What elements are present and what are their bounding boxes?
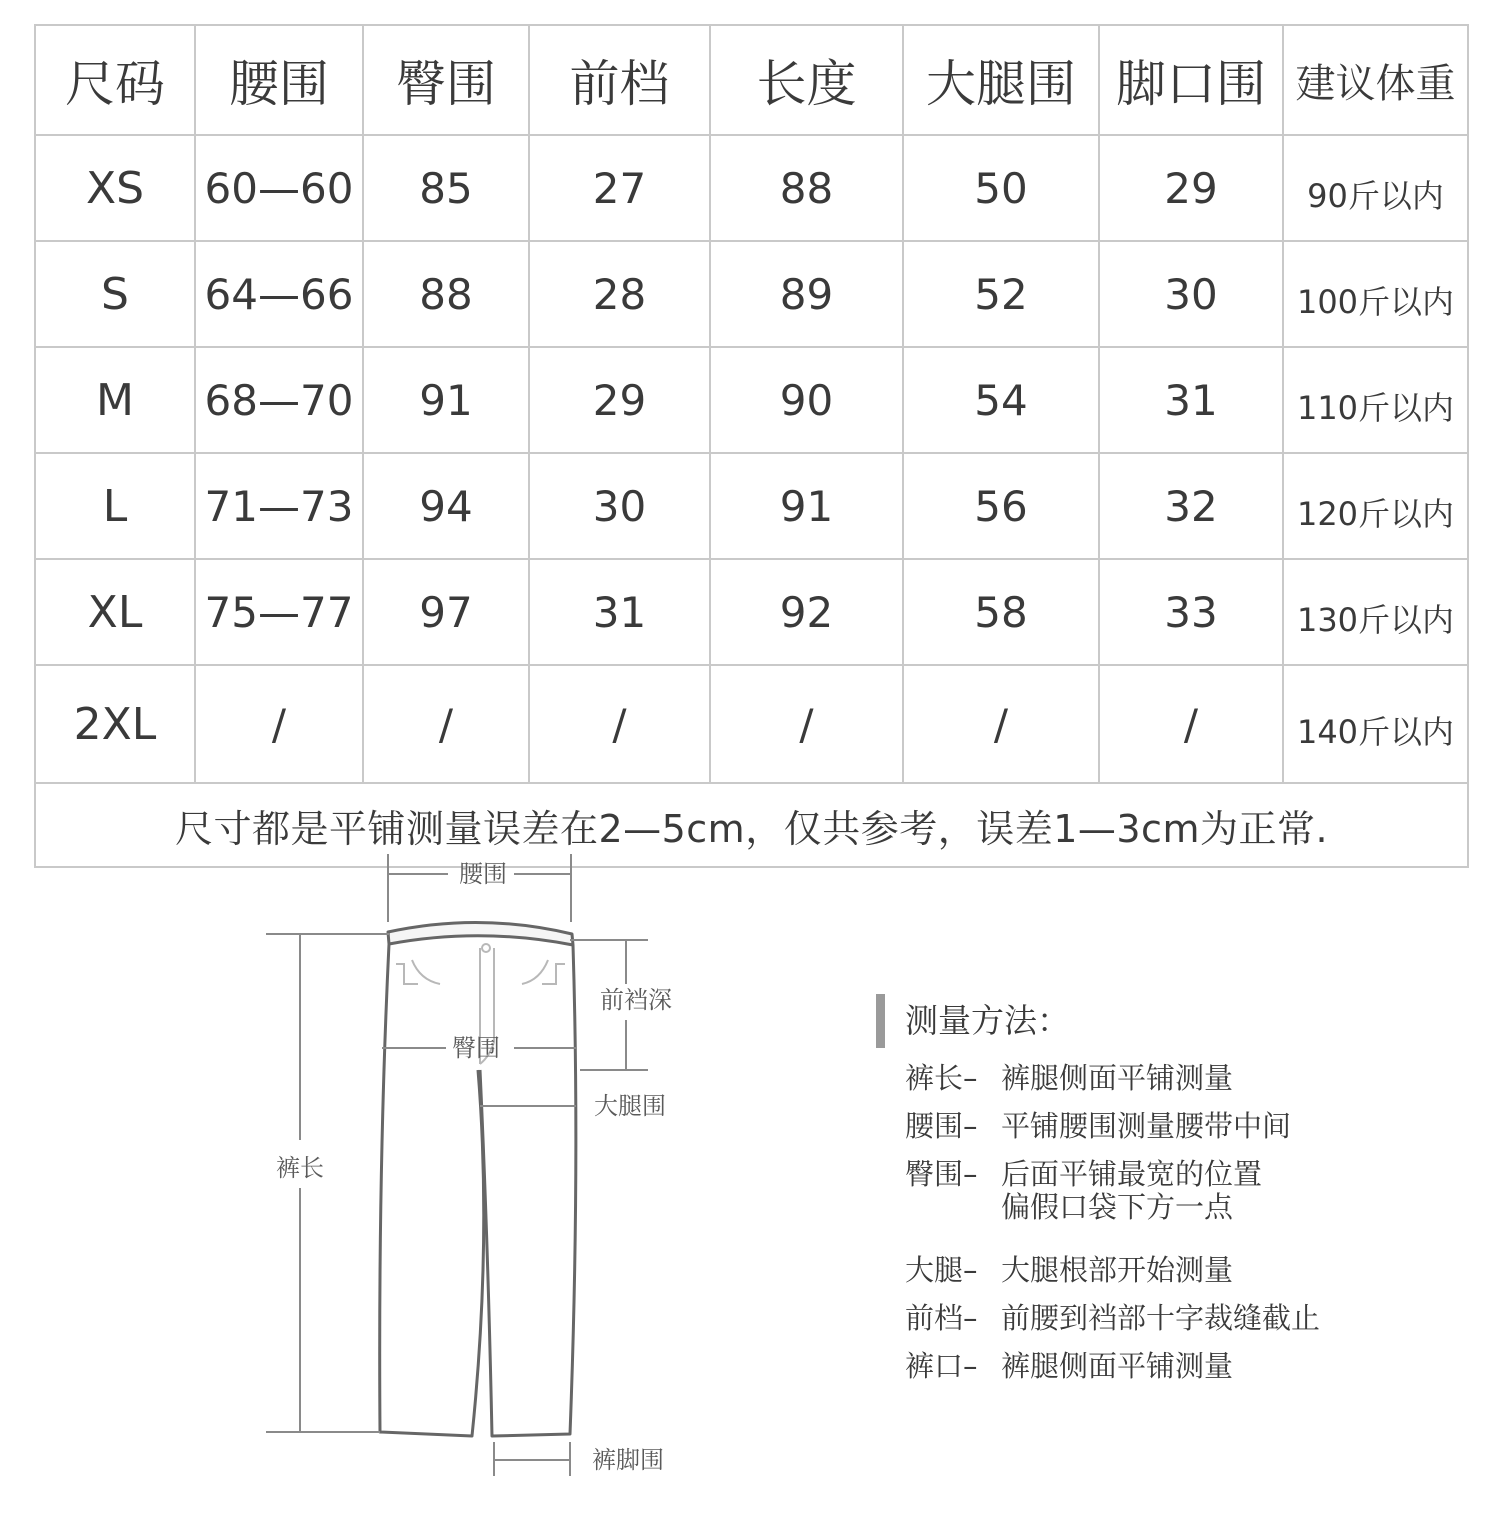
thigh-label: 大腿围 [594,1092,666,1120]
cell-hip: 94 [363,453,529,559]
header-waist: 腰围 [195,25,363,135]
cell-size: S [35,241,195,347]
cell-thigh: 50 [903,135,1099,241]
cell-waist: 60—60 [195,135,363,241]
method-item-length [905,1062,1436,1095]
measurement-method [876,994,1436,1398]
cell-waist: 68—70 [195,347,363,453]
cell-hip: 91 [363,347,529,453]
header-hem: 脚口围 [1099,25,1283,135]
table-row [35,559,1468,665]
cell-thigh: / [903,665,1099,783]
cell-hem: 32 [1099,453,1283,559]
table-row [35,241,1468,347]
cell-waist: / [195,665,363,783]
cell-thigh: 54 [903,347,1099,453]
cell-hem: 30 [1099,241,1283,347]
header-front-rise: 前档 [529,25,710,135]
cell-size: L [35,453,195,559]
cell-thigh: 52 [903,241,1099,347]
cell-waist: 75—77 [195,559,363,665]
header-length: 长度 [710,25,903,135]
measurement-note: 尺寸都是平铺测量误差在2—5cm，仅共参考，误差1—3cm为正常. [35,783,1468,867]
pants-outline [380,922,576,1436]
table-row [35,665,1468,783]
cell-hip: 97 [363,559,529,665]
method-item-hip [905,1158,1436,1224]
cell-hem: 31 [1099,347,1283,453]
method-key: 大腿– [905,1253,978,1287]
length-label: 裤长 [276,1154,324,1182]
method-value: 后面平铺最宽的位置 偏假口袋下方一点 [1001,1157,1263,1224]
cell-front-rise: 30 [529,453,710,559]
table-row [35,453,1468,559]
front-rise-label: 前裆深 [600,986,672,1014]
waist-label: 腰围 [459,860,507,888]
cell-waist: 71—73 [195,453,363,559]
header-weight: 建议体重 [1283,25,1468,135]
cell-hip: / [363,665,529,783]
cell-front-rise: 31 [529,559,710,665]
cell-thigh: 56 [903,453,1099,559]
cell-size: 2XL [35,665,195,783]
table-row [35,347,1468,453]
cell-size: M [35,347,195,453]
cell-weight: 90斤以内 [1283,135,1468,241]
cell-hem: / [1099,665,1283,783]
cell-length: 91 [710,453,903,559]
cell-size: XL [35,559,195,665]
header-size: 尺码 [35,25,195,135]
cell-length: / [710,665,903,783]
method-key: 臀围– [905,1157,978,1191]
cell-front-rise: 29 [529,347,710,453]
method-value: 平铺腰围测量腰带中间 [1001,1109,1292,1143]
cell-front-rise: 28 [529,241,710,347]
cell-weight: 110斤以内 [1283,347,1468,453]
cell-thigh: 58 [903,559,1099,665]
table-header-row [35,25,1468,135]
method-value: 大腿根部开始测量 [1001,1253,1234,1287]
method-value: 裤腿侧面平铺测量 [1001,1349,1234,1383]
cell-length: 89 [710,241,903,347]
cell-length: 92 [710,559,903,665]
hem-label: 裤脚围 [592,1446,664,1474]
cell-hip: 85 [363,135,529,241]
cell-length: 88 [710,135,903,241]
cell-weight: 120斤以内 [1283,453,1468,559]
hip-label: 臀围 [452,1034,500,1062]
cell-weight: 100斤以内 [1283,241,1468,347]
cell-length: 90 [710,347,903,453]
method-key: 前档– [905,1301,978,1335]
method-item-thigh [905,1254,1436,1287]
pants-diagram [240,842,700,1502]
cell-front-rise: 27 [529,135,710,241]
method-title: 测量方法： [876,994,1436,1048]
size-table [34,24,1469,868]
cell-front-rise: / [529,665,710,783]
method-key: 裤长– [905,1061,978,1095]
method-value: 裤腿侧面平铺测量 [1001,1061,1234,1095]
method-item-hem [905,1350,1436,1383]
header-thigh: 大腿围 [903,25,1099,135]
method-item-front-rise [905,1302,1436,1335]
cell-hem: 29 [1099,135,1283,241]
cell-weight: 140斤以内 [1283,665,1468,783]
length-measure-line [266,934,390,1432]
method-list [905,1062,1436,1383]
method-item-waist [905,1110,1436,1143]
method-key: 裤口– [905,1349,978,1383]
table-row [35,135,1468,241]
hem-measure-line [494,1442,570,1476]
method-value: 前腰到裆部十字裁缝截止 [1001,1301,1321,1335]
method-key: 腰围– [905,1109,978,1143]
cell-size: XS [35,135,195,241]
header-hip: 臀围 [363,25,529,135]
cell-waist: 64—66 [195,241,363,347]
cell-weight: 130斤以内 [1283,559,1468,665]
cell-hip: 88 [363,241,529,347]
cell-hem: 33 [1099,559,1283,665]
